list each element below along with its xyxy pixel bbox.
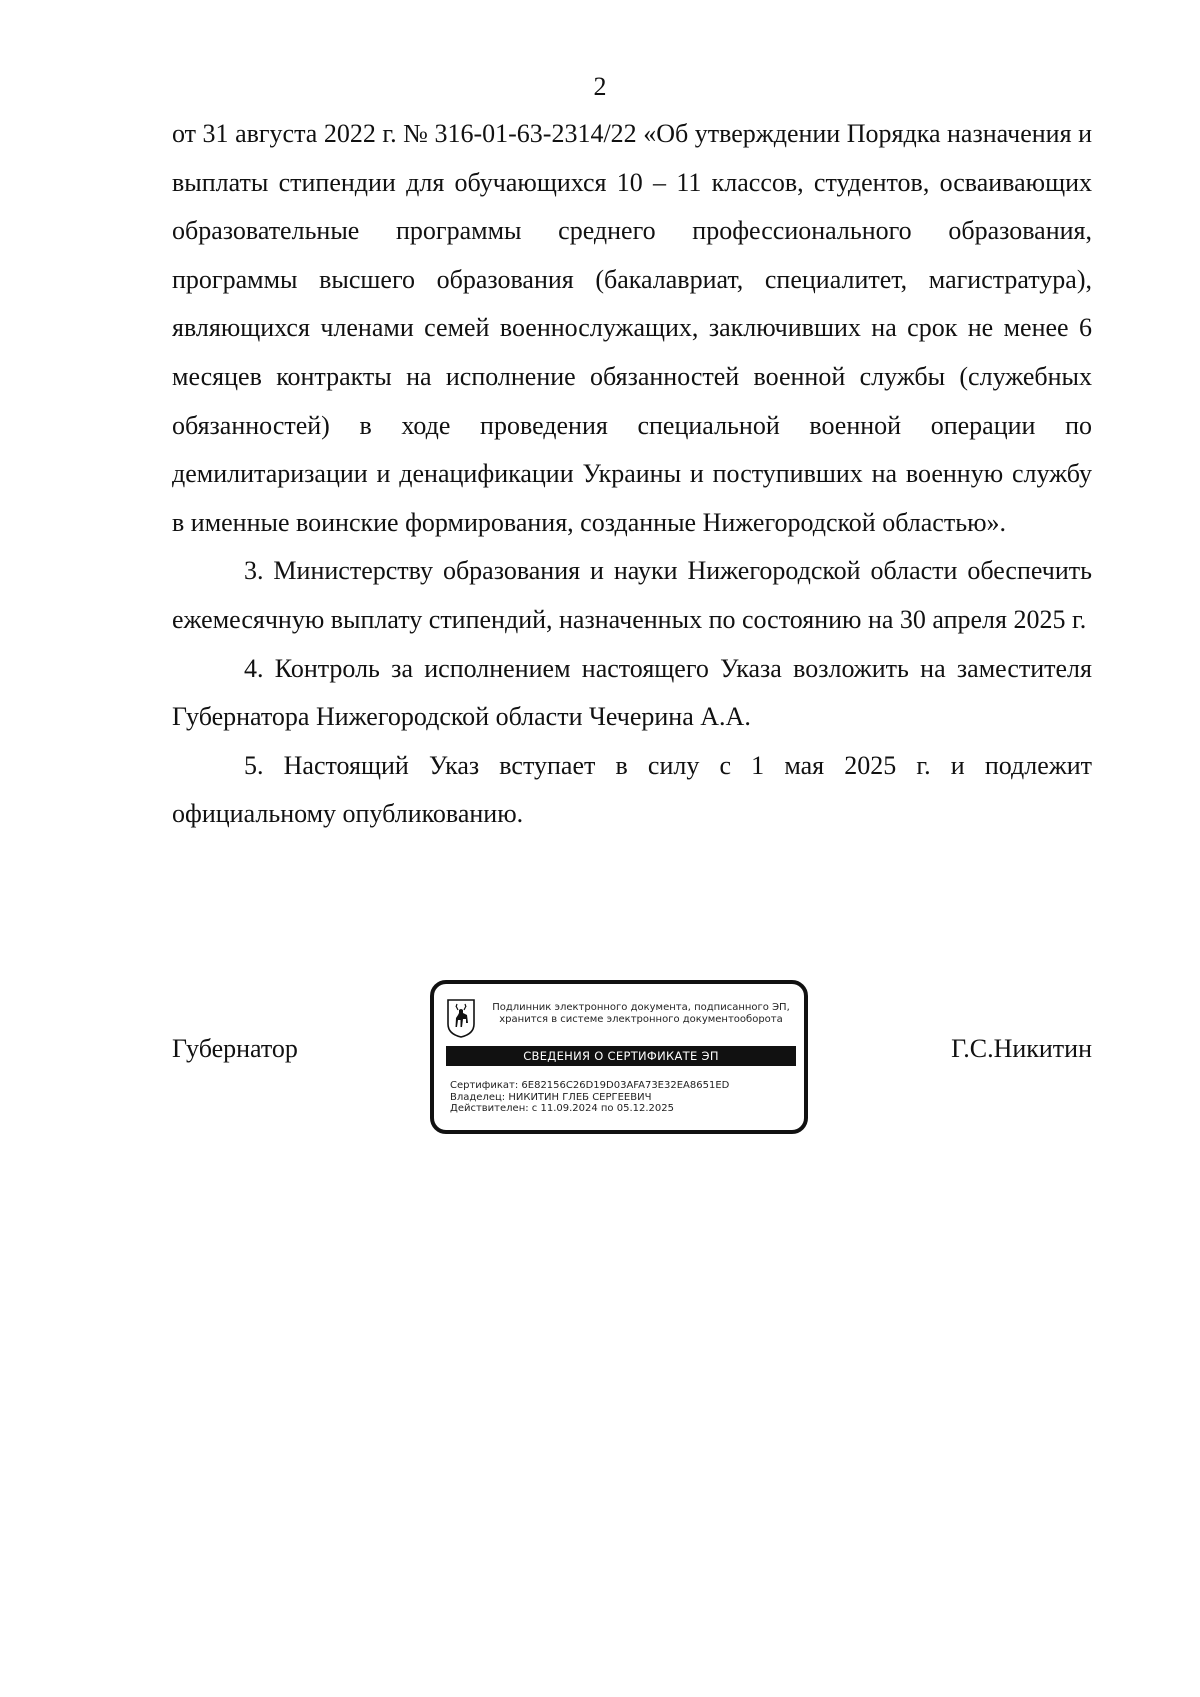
stamp-certificate-header: СВЕДЕНИЯ О СЕРТИФИКАТЕ ЭП <box>446 1046 796 1066</box>
nizhny-novgorod-deer-emblem-icon <box>446 998 476 1038</box>
stamp-owner: Владелец: НИКИТИН ГЛЕБ СЕРГЕЕВИЧ <box>450 1091 652 1103</box>
paragraph-item-4: 4. Контроль за исполнением настоящего Указа возложить на заместителя Губернатора Нижегородской области Чечерина А.А. <box>172 653 1092 732</box>
signatory-name: Г.С.Никитин <box>951 1034 1092 1063</box>
page-number: 2 <box>593 72 607 101</box>
paragraph-item-3: 3. Министерству образования и науки Нижегородской области обеспечить ежемесячную выплату стипендий, назначенных по состоянию на 30 апреля 2025 г. <box>172 556 1092 634</box>
document-body <box>172 110 1092 839</box>
stamp-certificate-number: Сертификат: 6E82156C26D19D03AFA73E32EA8651ED <box>450 1080 730 1091</box>
stamp-validity: Действителен: с 11.09.2024 по 05.12.2025 <box>450 1103 674 1114</box>
electronic-signature-stamp <box>430 980 808 1134</box>
paragraph-continuation: от 31 августа 2022 г. № 316-01-63-2314/22 «Об утверждении Порядка назначения и выплаты стипендии для обучающихся 10 – 11 классов, студентов, осваивающих образовательные программы среднего профессионального образования, программы высшего образования (бакалавриат, специалитет, магистратура), являющихся членами семей военнослужащих, заключивших на срок не менее 6 месяцев контракты на исполнение обязанностей военной службы (служебных обязанностей) в ходе проведения специальной военной операции по демилитаризации и денацификации Украины и поступивших на военную службу в именные воинские формирования, созданные Нижегородской областью». <box>172 119 1092 537</box>
stamp-authenticity-note <box>482 1002 800 1026</box>
stamp-note-line-2: хранится в системе электронного документооборота <box>499 1014 783 1025</box>
paragraph-item-5: 5. Настоящий Указ вступает в силу с 1 мая 2025 г. и подлежит официальному опубликованию. <box>172 750 1092 829</box>
stamp-note-line-1: Подлинник электронного документа, подписанного ЭП, <box>492 1002 790 1013</box>
stamp-certificate-details <box>450 1080 729 1115</box>
signature-block <box>172 980 1092 1160</box>
signatory-title: Губернатор <box>172 1034 298 1063</box>
